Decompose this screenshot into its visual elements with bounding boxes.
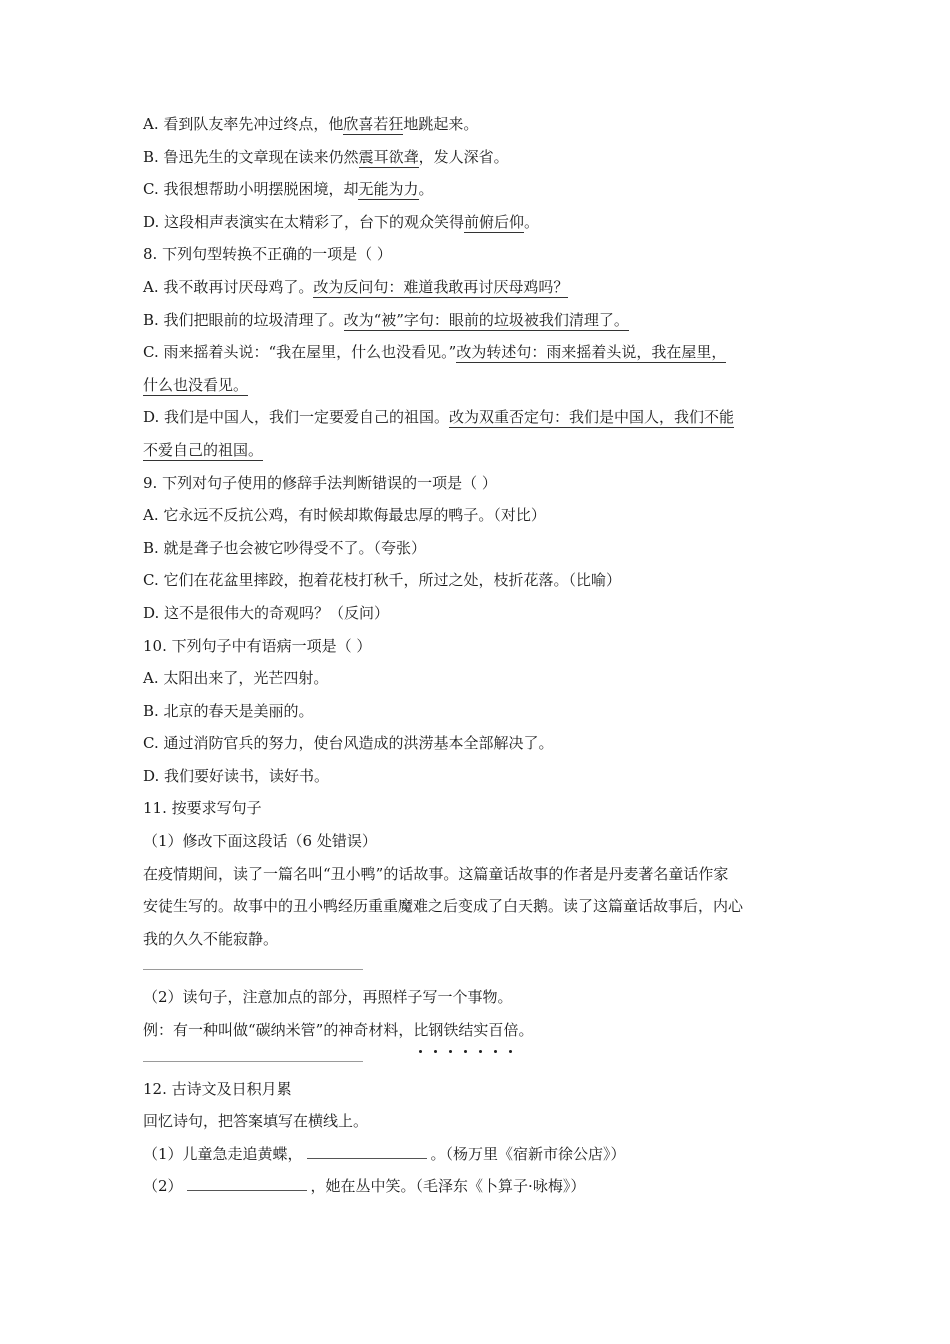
underlined-conversion: 改为反问句：难道我敢再讨厌母鸡吗？ — [313, 277, 569, 296]
option-text: D. 我们是中国人，我们一定要爱自己的祖国。 — [143, 408, 450, 427]
q11-example — [143, 1014, 808, 1047]
underlined-conversion: 改为双重否定句：我们是中国人，我们不能 — [449, 408, 735, 427]
q8-option-c — [143, 336, 808, 369]
q12-poem-2 — [143, 1170, 808, 1203]
q11-sub1: （1）修改下面这段话（6 处错误） — [143, 832, 377, 851]
q8-option-c-cont — [143, 369, 808, 402]
underlined-conversion-cont: 不爱自己的祖国。 — [143, 440, 264, 459]
q8-stem: 8. 下列句型转换不正确的一项是（ ） — [143, 245, 392, 264]
option-text-end: ，发人深省。 — [418, 147, 509, 166]
poem-text: （1）儿童急走追黄蝶， — [143, 1144, 303, 1163]
q7-option-a — [143, 108, 808, 141]
q9-option-d: D. 这不是很伟大的奇观吗？（反问） — [143, 603, 390, 622]
dotted-char: 比 — [413, 1014, 428, 1047]
q9-option-c: C. 它们在花盆里摔跤，抱着花枝打秋千，所过之处，枝折花落。（比喻） — [143, 571, 621, 590]
dotted-char: 实 — [473, 1014, 488, 1047]
q11-sub2: （2）读句子，注意加点的部分，再照样子写一个事物。 — [143, 988, 513, 1007]
underlined-conversion: 改为转述句：雨来摇着头说，我在屋里， — [456, 343, 727, 362]
underlined-idiom: 欣喜若狂 — [343, 115, 404, 133]
q11-passage-line-1: 在疫情期间，读了一篇名叫“丑小鸭”的话故事。这篇童话故事的作者是丹麦著名童话作家 — [143, 864, 729, 883]
example-text: 例：有一种叫做“碳纳米管”的神奇材料， — [143, 1021, 414, 1040]
poem-source: 。（杨万里《宿新市徐公店》） — [430, 1144, 626, 1163]
option-text: C. 雨来摇着头说：“我在屋里，什么也没看见。” — [143, 343, 457, 362]
q7-option-c — [143, 173, 808, 206]
option-text: C. 我很想帮助小明摆脱困境，却 — [143, 180, 359, 199]
q9-option-b: B. 就是聋子也会被它吵得受不了。（夸张） — [143, 538, 427, 557]
dotted-char: 百 — [488, 1014, 503, 1047]
document-page — [143, 108, 808, 1203]
q12-poem-1 — [143, 1138, 808, 1171]
q8-option-a — [143, 271, 808, 304]
underlined-idiom: 震耳欲聋 — [358, 147, 419, 166]
q10-stem: 10. 下列句子中有语病一项是（ ） — [143, 636, 372, 655]
q7-option-d — [143, 206, 808, 239]
option-text-end: 。 — [524, 212, 540, 231]
underlined-idiom: 无能为力 — [358, 180, 419, 199]
q12-intro: 回忆诗句，把答案填写在横线上。 — [143, 1112, 369, 1131]
q10-option-a: A. 太阳出来了，光芒四射。 — [143, 669, 329, 688]
underlined-conversion-cont: 什么也没看见。 — [143, 375, 249, 394]
answer-line[interactable] — [143, 1047, 808, 1073]
option-text: B. 我们把眼前的垃圾清理了。 — [143, 310, 344, 329]
fill-blank[interactable] — [307, 1140, 427, 1159]
dotted-char: 结 — [458, 1014, 473, 1047]
q9-option-a: A. 它永远不反抗公鸡，有时候却欺侮最忠厚的鸭子。（对比） — [143, 506, 546, 525]
dotted-char: 倍 — [503, 1014, 518, 1047]
underlined-conversion: 改为“被”字句：眼前的垃圾被我们清理了。 — [343, 310, 629, 329]
dotted-char: 钢 — [428, 1014, 443, 1047]
q11-passage-line-3: 我的久久不能寂静。 — [143, 929, 279, 948]
q7-option-b — [143, 141, 808, 174]
underlined-idiom: 前俯后仰 — [464, 212, 525, 231]
q8-option-d — [143, 401, 808, 434]
option-text-end: 地跳起来。 — [403, 115, 479, 133]
fill-blank[interactable] — [187, 1172, 307, 1191]
q10-option-c: C. 通过消防官兵的努力，使台风造成的洪涝基本全部解决了。 — [143, 734, 554, 753]
poem-source: ，她在丛中笑。（毛泽东《卜算子·咏梅》） — [310, 1177, 586, 1196]
poem-text: （2） — [143, 1177, 183, 1196]
q11-stem: 11. 按要求写句子 — [143, 799, 262, 818]
option-text: A. 看到队友率先冲过终点，他 — [143, 115, 344, 133]
q9-stem: 9. 下列对句子使用的修辞手法判断错误的一项是（ ） — [143, 473, 497, 492]
dotted-emphasis — [413, 1021, 518, 1039]
q11-passage-line-2: 安徒生写的。故事中的丑小鸭经历重重魔难之后变成了白天鹅。读了这篇童话故事后，内心 — [143, 897, 744, 916]
example-text-end: 。 — [518, 1021, 534, 1040]
q8-option-b — [143, 304, 808, 337]
q8-option-d-cont — [143, 434, 808, 467]
answer-line[interactable] — [143, 955, 808, 981]
option-text-end: 。 — [418, 180, 434, 199]
q10-option-b: B. 北京的春天是美丽的。 — [143, 701, 314, 720]
option-text: D. 这段相声表演实在太精彩了，台下的观众笑得 — [143, 212, 465, 231]
option-text: A. 我不敢再讨厌母鸡了。 — [143, 277, 314, 296]
q12-stem: 12. 古诗文及日积月累 — [143, 1079, 292, 1098]
option-text: B. 鲁迅先生的文章现在读来仍然 — [143, 147, 359, 166]
dotted-char: 铁 — [443, 1014, 458, 1047]
q10-option-d: D. 我们要好读书，读好书。 — [143, 766, 330, 785]
